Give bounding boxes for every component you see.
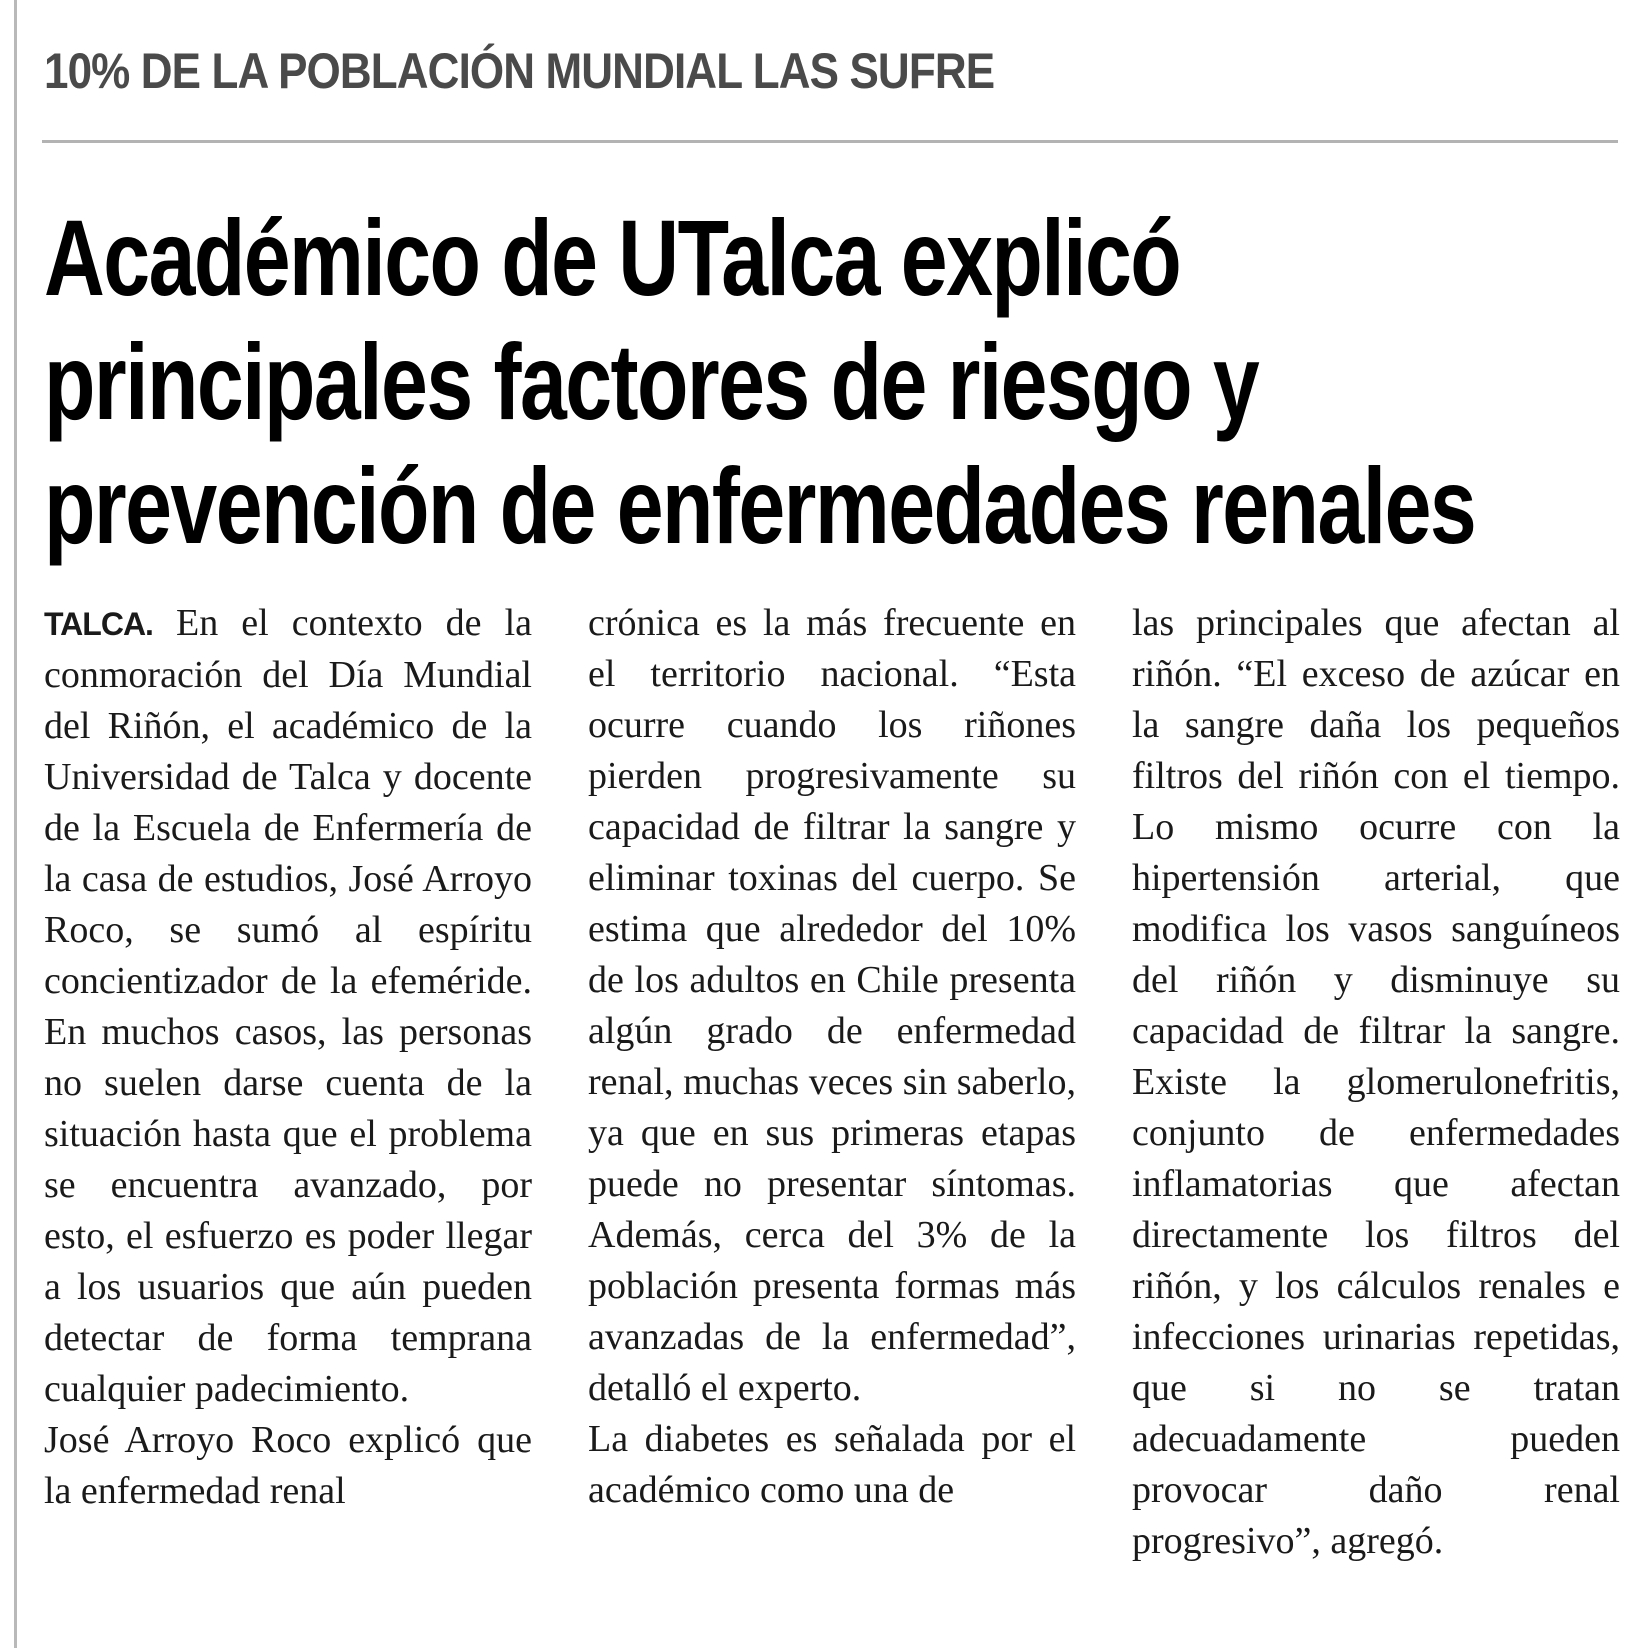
body-column-1 [44,598,532,1517]
headline-line-3: prevención de enfermedades renales [44,445,1476,566]
article-headline [44,196,1624,568]
headline-line-1: Académico de UTalca explicó [44,197,1181,318]
article-kicker: 10% DE LA POBLACIÓN MUNDIAL LAS SUFRE [44,43,995,99]
body-paragraph-1 [44,598,532,1415]
body-paragraph-4: La diabetes es señalada por el académico como una de [588,1418,1076,1511]
headline-line-2: principales factores de riesgo y [44,321,1259,442]
dateline: TALCA. [44,606,153,642]
body-paragraph-3: crónica es la más frecuente en el territorio nacional. “Esta ocurre cuando los riñones pierden progresivamente su capacidad de filtrar la sangre y eliminar toxinas del cuerpo. Se estima que alrededor del 10% de los adultos en Chile presenta algún grado de enfermedad renal, muchas veces sin saberlo, ya que en sus primeras etapas puede no presentar síntomas. Además, cerca del 3% de la población presenta formas más avanzadas de la enfermedad”, detalló el experto. [588,602,1076,1409]
body-paragraph-5: las principales que afectan al riñón. “El exceso de azúcar en la sangre daña los pequeños filtros del riñón con el tiempo. Lo mismo ocurre con la hipertensión arterial, que modifica los vasos sanguíneos del riñón y disminuye su capacidad de filtrar la sangre. Existe la glomerulonefritis, conjunto de enfermedades inflamatorias que afectan directamente los filtros del riñón, y los cálculos renales e infecciones urinarias repetidas, que si no se tratan adecuadamente pueden provocar daño renal progresivo”, agregó. [1132,602,1620,1562]
page-edge-rule [14,0,17,1648]
kicker-divider [42,140,1618,143]
body-paragraph-1-text: En el contexto de la conmoración del Día Mundial del Riñón, el académico de la Universidad de Talca y docente de la Escuela de Enfermería de la casa de estudios, José Arroyo Roco, se sumó al espíritu concientizador de la efeméride. En muchos casos, las personas no suelen darse cuenta de la situación hasta que el problema se encuentra avanzado, por esto, el esfuerzo es poder llegar a los usuarios que aún pueden detectar de forma temprana cualquier padecimiento. [44,602,532,1410]
body-column-3 [1132,598,1620,1567]
body-column-2 [588,598,1076,1516]
body-paragraph-2: José Arroyo Roco explicó que la enfermedad renal [44,1419,532,1512]
